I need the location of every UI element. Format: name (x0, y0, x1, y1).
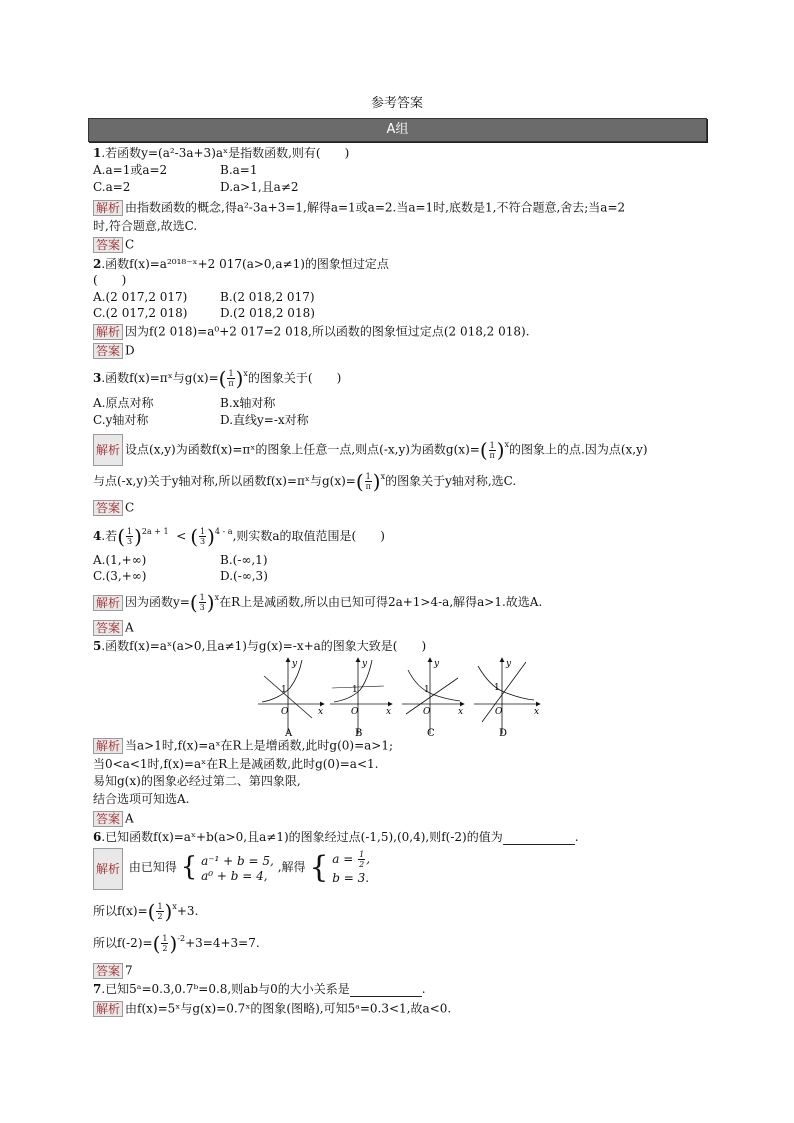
question-3: 3.函数f(x)=πˣ与g(x)=( $\frac{1}{\pi})^x$的图象关于( ) (93, 366, 342, 391)
graph-c (402, 658, 464, 738)
question-5: 5.函数f(x)=aˣ(a>0,且a≠1)与g(x)=-x+a的图象大致是( ) (93, 639, 427, 653)
answer-tag: 答案 (93, 620, 123, 636)
q5-graphs (256, 656, 546, 738)
svg-text:O: O (423, 707, 431, 717)
svg-text:y: y (434, 659, 440, 669)
question-7: 7.已知5ᵃ=0.3,0.7ᵇ=0.8,则ab与0的大小关系是 . (93, 982, 426, 996)
q1-analysis-line2: 时,符合题意,故选C. (93, 219, 198, 233)
graph-b (330, 658, 392, 738)
q3-option-b: B.x轴对称 (220, 396, 276, 410)
q3-option-d: D.直线y=-x对称 (220, 413, 309, 427)
q2-paren: ( ) (93, 273, 127, 287)
q3-analysis-line2: 与点(-x,y)关于y轴对称,所以函数f(x)=πˣ与g(x)=( $\frac{1}{\pi})^x$的图象关于y轴对称,选C. (93, 469, 517, 494)
answer-tag: 答案 (93, 237, 123, 253)
svg-text:x: x (318, 707, 324, 717)
svg-text:y: y (506, 659, 512, 669)
q4-answer: 答案 A (93, 620, 134, 636)
q2-option-d: D.(2 018,2 018) (220, 306, 315, 320)
q4-analysis: 解析 因为函数y=( $\frac{1}{3})^x$在R上是减函数,所以由已知可得2a+1>4-a,解得a>1.故选A. (93, 588, 542, 617)
q1-analysis: 解析 由指数函数的概念,得a²-3a+3=1,解得a=1或a=2.当a=1时,底数是1,不符合题意,舍去;当a=2 (93, 200, 625, 216)
q2-option-b: B.(2 018,2 017) (220, 290, 315, 304)
q5-analysis: 解析 当a>1时,f(x)=aˣ在R上是增函数,此时g(0)=a>1; (93, 738, 393, 754)
svg-text:1: 1 (424, 685, 430, 695)
svg-text:B: B (355, 728, 363, 738)
question-2: 2.函数f(x)=a²⁰¹⁸⁻ˣ+2 017(a>0,a≠1)的图象恒过定点 (93, 257, 389, 271)
q4-option-c: C.(3,+∞) (93, 569, 147, 583)
q5-analysis-line4: 结合选项可知选A. (93, 792, 190, 806)
q4-option-a: A.(1,+∞) (93, 553, 147, 567)
svg-text:x: x (386, 707, 392, 717)
graph-a (258, 658, 324, 738)
q6-answer: 答案 7 (93, 963, 133, 979)
analysis-tag: 解析 (93, 595, 123, 611)
analysis-tag: 解析 (93, 738, 123, 754)
q1-option-d: D.a>1,且a≠2 (220, 180, 299, 194)
svg-text:O: O (351, 707, 359, 717)
q6-analysis: 解析 由已知得 { a⁻¹ + b = 5, a⁰ + b = 4, ,解得 { a = $\frac{1}{2}$, b = 3. (93, 848, 370, 892)
fraction: $\frac{1}{\pi}$ (228, 369, 234, 388)
question-4: 4.若( $\frac{1}{3})^{2a + 1}$ < ( $\frac{1}{3})^{4 - a}$,则实数a的取值范围是( ) (93, 524, 385, 549)
analysis-tag: 解析 (93, 324, 123, 340)
svg-text:O: O (281, 707, 289, 717)
svg-text:x: x (458, 707, 464, 717)
answer-blank (350, 984, 422, 997)
analysis-tag: 解析 (93, 848, 123, 890)
q3-answer: 答案 C (93, 500, 134, 516)
q1-answer: 答案 C (93, 237, 134, 253)
svg-text:A: A (285, 728, 293, 738)
group-label: A组 (386, 122, 409, 137)
q1-option-b: B.a=1 (220, 163, 258, 177)
svg-text:1: 1 (494, 683, 500, 693)
svg-text:C: C (427, 728, 435, 738)
q3-analysis: 解析 设点(x,y)为函数f(x)=πˣ的图象上任意一点,则点(-x,y)为函数g(x)=( $\frac{1}{\pi})^x$的图象上的点.因为点(x,y) (93, 434, 648, 466)
q3-option-a: A.原点对称 (93, 396, 154, 410)
q7-analysis: 解析 由f(x)=5ˣ与g(x)=0.7ˣ的图象(图略),可知5ᵃ=0.3<1,故a<0. (93, 1001, 451, 1017)
answer-tag: 答案 (93, 500, 123, 516)
graph-d (474, 658, 540, 738)
answer-blank (503, 832, 575, 845)
svg-text:1: 1 (281, 685, 287, 695)
svg-text:x: x (534, 707, 540, 717)
analysis-tag: 解析 (93, 200, 123, 216)
q1-option-a: A.a=1或a=2 (93, 163, 168, 177)
q5-analysis-line2: 当0<a<1时,f(x)=aˣ在R上是减函数,此时g(0)=a<1. (93, 757, 379, 771)
question-1: 1.若函数y=(a²-3a+3)aˣ是指数函数,则有( ) (93, 146, 350, 160)
q1-option-c: C.a=2 (93, 180, 131, 194)
q4-option-b: B.(-∞,1) (220, 553, 268, 567)
q6-analysis-line3: 所以f(-2)=( $\frac{1}{2})^{-2}+3=4+3=7$. (93, 931, 260, 956)
svg-text:1: 1 (352, 685, 358, 695)
q2-option-a: A.(2 017,2 017) (93, 290, 188, 304)
svg-text:y: y (292, 659, 298, 669)
group-header-bar (88, 118, 707, 142)
q5-answer: 答案 A (93, 811, 134, 827)
question-2-text: .函数f(x)=a²⁰¹⁸⁻ˣ+2 017(a>0,a≠1)的图象恒过定点 (101, 257, 389, 271)
svg-text:y: y (362, 659, 368, 669)
answer-tag: 答案 (93, 811, 123, 827)
question-6: 6.已知函数f(x)=aˣ+b(a>0,且a≠1)的图象经过点(-1,5),(0,4),则f(-2)的值为 . (93, 830, 579, 844)
q2-analysis: 解析 因为f(2 018)=a⁰+2 017=2 018,所以函数的图象恒过定点(2 018,2 018). (93, 324, 530, 340)
question-1-text: .若函数y=(a²-3a+3)aˣ是指数函数,则有( ) (101, 146, 350, 160)
analysis-tag: 解析 (93, 434, 123, 466)
q2-answer: 答案 D (93, 343, 135, 359)
page-title: 参考答案 (370, 96, 423, 111)
q3-option-c: C.y轴对称 (93, 413, 149, 427)
q6-analysis-line2: 所以f(x)=( $\frac{1}{2})^x+3$. (93, 899, 199, 924)
svg-text:O: O (495, 707, 503, 717)
q5-analysis-line3: 易知g(x)的图象必经过第二、第四象限, (93, 774, 301, 788)
answer-tag: 答案 (93, 343, 123, 359)
q4-option-d: D.(-∞,3) (220, 569, 268, 583)
analysis-tag: 解析 (93, 1001, 123, 1017)
q2-option-c: C.(2 017,2 018) (93, 306, 188, 320)
svg-text:D: D (499, 728, 508, 738)
answer-tag: 答案 (93, 963, 123, 979)
